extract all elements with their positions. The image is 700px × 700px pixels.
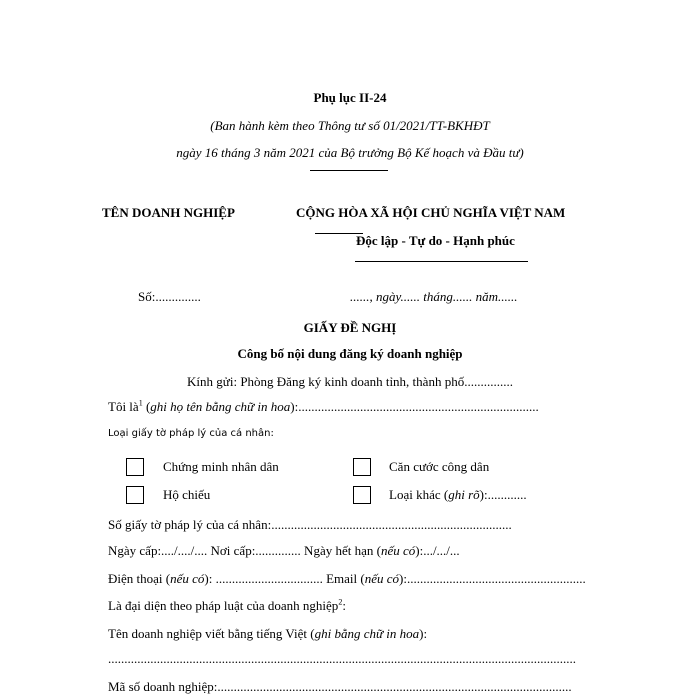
name-field[interactable]: ):.......................................................................... xyxy=(290,399,539,414)
email-hint: nếu có xyxy=(364,571,400,586)
issue-date-field[interactable]: Ngày cấp:..../..../.... Nơi cấp:.............. Ngày hết hạn ( xyxy=(108,543,381,558)
document-number: Số:.............. xyxy=(138,289,201,304)
other-hint: ghi rõ xyxy=(448,487,480,502)
vn-name-prefix: Tên doanh nghiệp viết bằng tiếng Việt ( xyxy=(108,626,315,641)
motto-underline xyxy=(355,261,528,262)
id-number-field[interactable]: Số giấy tờ pháp lý của cá nhân:.......................................................................... xyxy=(108,517,512,532)
applicant-name-line: Tôi $là^1$ (ghi họ tên bằng chữ in hoa):.......................................................................... xyxy=(108,398,539,414)
citizen-id-label: Căn cước công dân xyxy=(389,459,490,474)
phone-field[interactable]: ): ................................. Email ( xyxy=(204,571,365,586)
vn-company-name-label xyxy=(108,626,427,642)
phone-label: Điện thoại ( xyxy=(108,571,171,586)
vn-name-suffix: ): xyxy=(419,626,428,641)
passport-checkbox[interactable] xyxy=(126,486,144,504)
representative-colon: : xyxy=(342,598,346,613)
other-field[interactable]: ):............ xyxy=(479,487,527,502)
issued-date-line: ngày 16 tháng 3 năm 2021 của Bộ trưởng Bộ Kế hoạch và Đầu tư) xyxy=(176,145,524,160)
expiry-field[interactable]: ):.../.../... xyxy=(415,543,460,558)
footnote-1: 1 xyxy=(138,398,143,408)
issue-hint: nếu có xyxy=(380,543,416,558)
vn-name-hint: ghi bằng chữ in hoa xyxy=(314,626,420,641)
issue-date-line xyxy=(108,543,460,559)
country-name: CỘNG HÒA XÃ HỘI CHỦ NGHĨA VIỆT NAM xyxy=(296,205,566,220)
other-id-checkbox[interactable] xyxy=(353,486,371,504)
id-card-label: Chứng minh nhân dân xyxy=(163,459,279,474)
date-line: ......, ngày...... tháng...... năm...... xyxy=(350,289,518,304)
id-card-checkbox[interactable] xyxy=(126,458,144,476)
other-id-label xyxy=(389,487,527,503)
company-name-placeholder: TÊN DOANH NGHIỆP xyxy=(102,205,235,220)
contact-line xyxy=(108,571,586,587)
representative-text: Là đại diện theo pháp luật của doanh nghiệp xyxy=(108,598,339,613)
national-motto: Độc lập - Tự do - Hạnh phúc xyxy=(356,233,515,248)
name-label: Tôi là xyxy=(108,399,139,414)
other-prefix: Loại khác ( xyxy=(389,487,449,502)
phone-hint: nếu có xyxy=(170,571,205,586)
representative-line xyxy=(108,598,346,614)
id-type-label: Loại giấy tờ pháp lý của cá nhân: xyxy=(108,428,274,439)
header-underline xyxy=(310,170,388,171)
recipient-line: Kính gửi: Phòng Đăng ký kinh doanh tỉnh, thành phố............... xyxy=(187,374,513,389)
appendix-title: Phụ lục II-24 xyxy=(313,90,387,105)
vn-company-name-field[interactable]: ................................................................................................................................................ xyxy=(108,651,576,666)
citizen-id-checkbox[interactable] xyxy=(353,458,371,476)
issued-with-line: (Ban hành kèm theo Thông tư số 01/2021/TT-BKHĐT xyxy=(210,118,490,133)
document-title: GIẤY ĐỀ NGHỊ xyxy=(303,320,397,335)
document-subtitle: Công bố nội dung đăng ký doanh nghiệp xyxy=(237,346,463,361)
email-field[interactable]: ):....................................................... xyxy=(399,571,586,586)
name-hint: ghi họ tên bằng chữ in hoa xyxy=(150,399,291,414)
footnote-2: 2 xyxy=(338,597,343,607)
enterprise-code-field[interactable]: Mã số doanh nghiệp:............................................................................................................. xyxy=(108,679,572,694)
passport-label: Hộ chiếu xyxy=(163,487,211,502)
